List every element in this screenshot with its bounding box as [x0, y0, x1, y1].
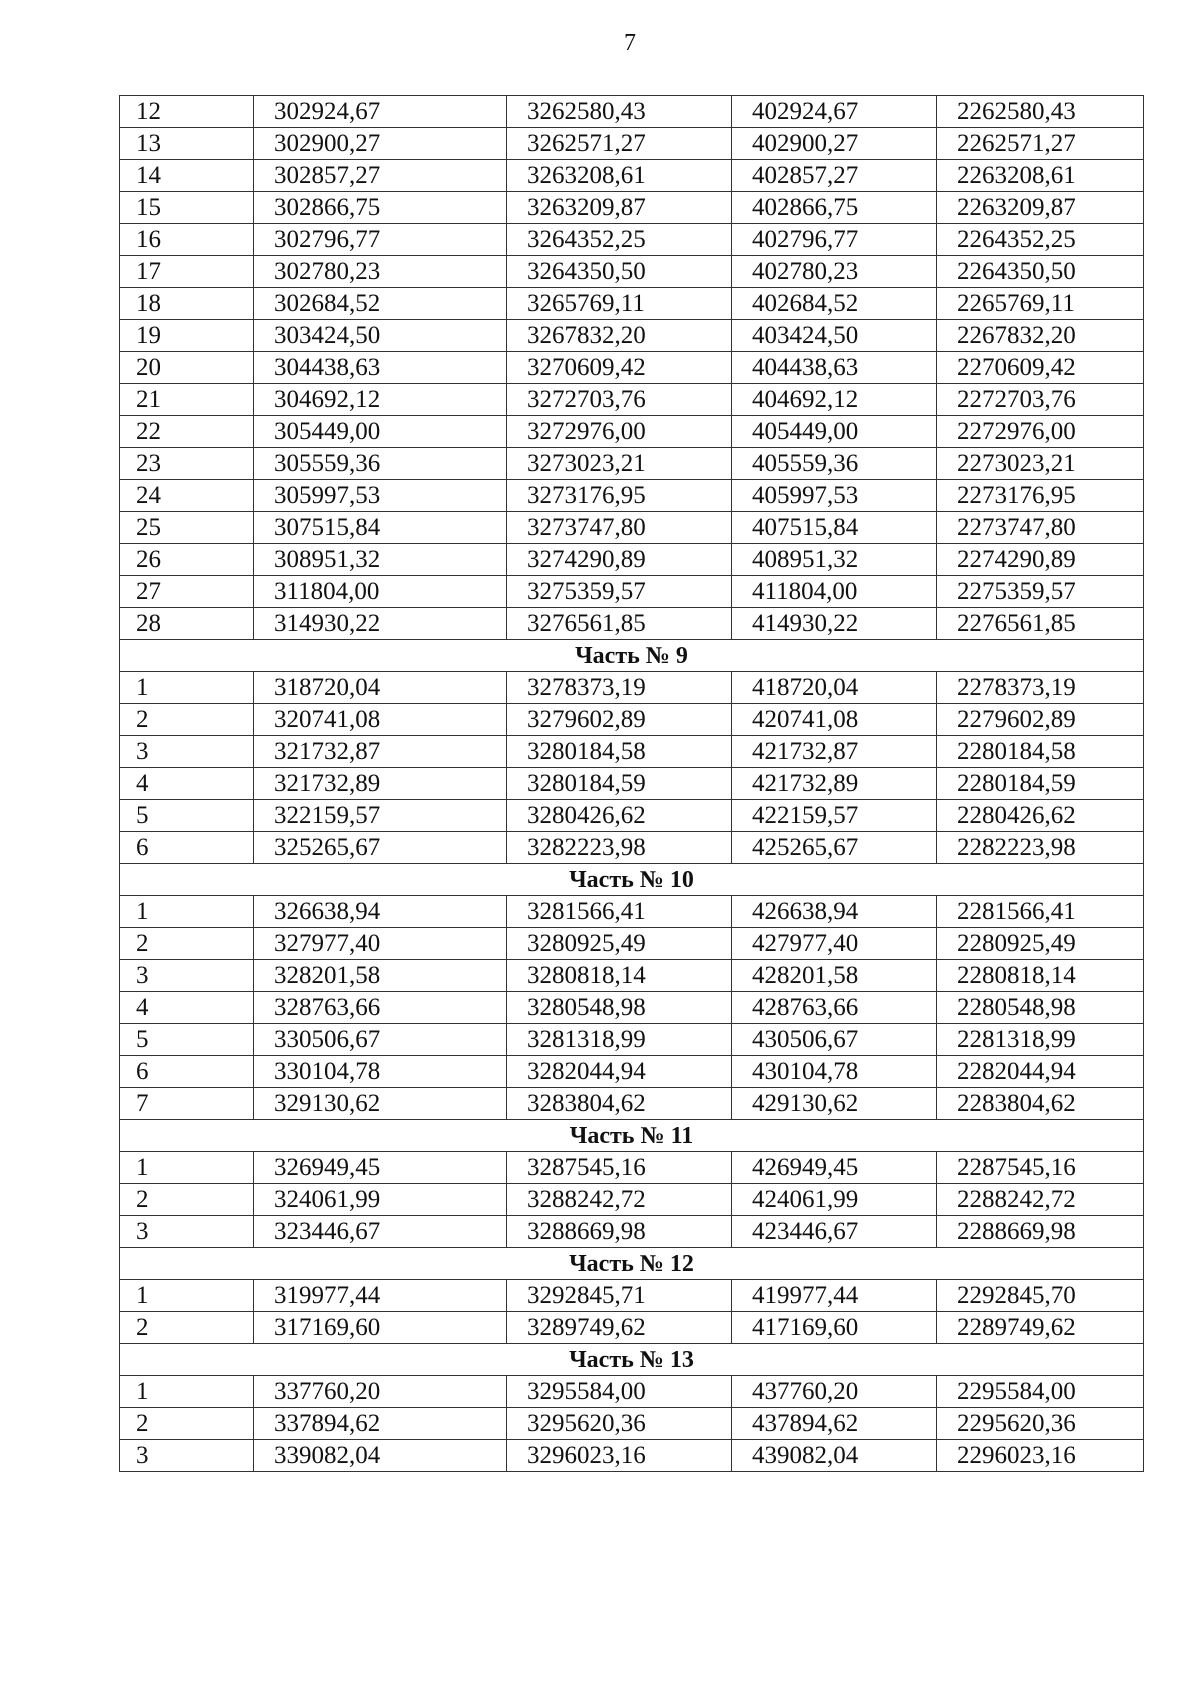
x-coordinate-alt-cell: 422159,57 — [732, 800, 937, 832]
y-coordinate-cell: 3263209,87 — [507, 192, 732, 224]
table-row — [120, 1184, 1144, 1216]
x-coordinate-alt-cell: 405997,53 — [732, 480, 937, 512]
y-coordinate-cell: 3295620,36 — [507, 1408, 732, 1440]
point-number-cell: 6 — [120, 832, 254, 864]
table-row — [120, 928, 1144, 960]
point-number-cell: 15 — [120, 192, 254, 224]
x-coordinate-alt-cell: 423446,67 — [732, 1216, 937, 1248]
section-header-row — [120, 1120, 1144, 1152]
y-coordinate-alt-cell: 2283804,62 — [937, 1088, 1144, 1120]
table-row — [120, 256, 1144, 288]
x-coordinate-alt-cell: 420741,08 — [732, 704, 937, 736]
x-coordinate-alt-cell: 427977,40 — [732, 928, 937, 960]
table-row — [120, 1152, 1144, 1184]
x-coordinate-cell: 319977,44 — [254, 1280, 507, 1312]
x-coordinate-cell: 302924,67 — [254, 96, 507, 128]
y-coordinate-alt-cell: 2289749,62 — [937, 1312, 1144, 1344]
y-coordinate-alt-cell: 2270609,42 — [937, 352, 1144, 384]
x-coordinate-cell: 302900,27 — [254, 128, 507, 160]
y-coordinate-cell: 3296023,16 — [507, 1440, 732, 1472]
x-coordinate-alt-cell: 430506,67 — [732, 1024, 937, 1056]
point-number-cell: 22 — [120, 416, 254, 448]
y-coordinate-alt-cell: 2280184,59 — [937, 768, 1144, 800]
x-coordinate-cell: 304692,12 — [254, 384, 507, 416]
coordinates-table — [119, 95, 1144, 1472]
point-number-cell: 3 — [120, 1440, 254, 1472]
point-number-cell: 7 — [120, 1088, 254, 1120]
table-row — [120, 448, 1144, 480]
y-coordinate-cell: 3288669,98 — [507, 1216, 732, 1248]
point-number-cell: 21 — [120, 384, 254, 416]
y-coordinate-cell: 3273023,21 — [507, 448, 732, 480]
section-title: Часть № 10 — [120, 864, 1144, 896]
y-coordinate-cell: 3276561,85 — [507, 608, 732, 640]
x-coordinate-cell: 325265,67 — [254, 832, 507, 864]
x-coordinate-alt-cell: 426949,45 — [732, 1152, 937, 1184]
point-number-cell: 1 — [120, 896, 254, 928]
y-coordinate-alt-cell: 2272703,76 — [937, 384, 1144, 416]
y-coordinate-alt-cell: 2288669,98 — [937, 1216, 1144, 1248]
table-row — [120, 768, 1144, 800]
y-coordinate-alt-cell: 2264352,25 — [937, 224, 1144, 256]
section-title: Часть № 9 — [120, 640, 1144, 672]
point-number-cell: 2 — [120, 704, 254, 736]
y-coordinate-alt-cell: 2278373,19 — [937, 672, 1144, 704]
table-row — [120, 1408, 1144, 1440]
table-row — [120, 1088, 1144, 1120]
y-coordinate-cell: 3262571,27 — [507, 128, 732, 160]
y-coordinate-alt-cell: 2262571,27 — [937, 128, 1144, 160]
x-coordinate-alt-cell: 417169,60 — [732, 1312, 937, 1344]
point-number-cell: 5 — [120, 1024, 254, 1056]
y-coordinate-alt-cell: 2273023,21 — [937, 448, 1144, 480]
x-coordinate-cell: 303424,50 — [254, 320, 507, 352]
y-coordinate-alt-cell: 2288242,72 — [937, 1184, 1144, 1216]
y-coordinate-alt-cell: 2280925,49 — [937, 928, 1144, 960]
table-row — [120, 96, 1144, 128]
x-coordinate-cell: 327977,40 — [254, 928, 507, 960]
table-row — [120, 512, 1144, 544]
point-number-cell: 17 — [120, 256, 254, 288]
section-header-row — [120, 640, 1144, 672]
y-coordinate-cell: 3280184,59 — [507, 768, 732, 800]
y-coordinate-alt-cell: 2296023,16 — [937, 1440, 1144, 1472]
x-coordinate-alt-cell: 419977,44 — [732, 1280, 937, 1312]
point-number-cell: 16 — [120, 224, 254, 256]
x-coordinate-alt-cell: 426638,94 — [732, 896, 937, 928]
y-coordinate-cell: 3272703,76 — [507, 384, 732, 416]
y-coordinate-alt-cell: 2292845,70 — [937, 1280, 1144, 1312]
y-coordinate-cell: 3280818,14 — [507, 960, 732, 992]
y-coordinate-alt-cell: 2295584,00 — [937, 1376, 1144, 1408]
section-header-row — [120, 1248, 1144, 1280]
y-coordinate-alt-cell: 2274290,89 — [937, 544, 1144, 576]
table-row — [120, 224, 1144, 256]
table-row — [120, 416, 1144, 448]
y-coordinate-cell: 3288242,72 — [507, 1184, 732, 1216]
point-number-cell: 2 — [120, 928, 254, 960]
y-coordinate-cell: 3263208,61 — [507, 160, 732, 192]
x-coordinate-cell: 326638,94 — [254, 896, 507, 928]
point-number-cell: 27 — [120, 576, 254, 608]
point-number-cell: 1 — [120, 1376, 254, 1408]
table-row — [120, 576, 1144, 608]
table-row — [120, 1312, 1144, 1344]
y-coordinate-alt-cell: 2279602,89 — [937, 704, 1144, 736]
x-coordinate-cell: 302684,52 — [254, 288, 507, 320]
section-title: Часть № 12 — [120, 1248, 1144, 1280]
x-coordinate-cell: 304438,63 — [254, 352, 507, 384]
table-row — [120, 1280, 1144, 1312]
y-coordinate-cell: 3270609,42 — [507, 352, 732, 384]
x-coordinate-alt-cell: 437760,20 — [732, 1376, 937, 1408]
y-coordinate-cell: 3281566,41 — [507, 896, 732, 928]
point-number-cell: 2 — [120, 1184, 254, 1216]
point-number-cell: 20 — [120, 352, 254, 384]
y-coordinate-alt-cell: 2273176,95 — [937, 480, 1144, 512]
table-row — [120, 672, 1144, 704]
y-coordinate-alt-cell: 2280818,14 — [937, 960, 1144, 992]
table-row — [120, 288, 1144, 320]
x-coordinate-cell: 337760,20 — [254, 1376, 507, 1408]
x-coordinate-cell: 323446,67 — [254, 1216, 507, 1248]
x-coordinate-alt-cell: 405449,00 — [732, 416, 937, 448]
x-coordinate-alt-cell: 404438,63 — [732, 352, 937, 384]
x-coordinate-cell: 321732,89 — [254, 768, 507, 800]
point-number-cell: 23 — [120, 448, 254, 480]
x-coordinate-alt-cell: 424061,99 — [732, 1184, 937, 1216]
table-row — [120, 992, 1144, 1024]
table-row — [120, 704, 1144, 736]
y-coordinate-cell: 3281318,99 — [507, 1024, 732, 1056]
point-number-cell: 12 — [120, 96, 254, 128]
x-coordinate-cell: 324061,99 — [254, 1184, 507, 1216]
y-coordinate-alt-cell: 2265769,11 — [937, 288, 1144, 320]
y-coordinate-alt-cell: 2276561,85 — [937, 608, 1144, 640]
table-row — [120, 544, 1144, 576]
point-number-cell: 1 — [120, 1280, 254, 1312]
x-coordinate-cell: 320741,08 — [254, 704, 507, 736]
table-row — [120, 384, 1144, 416]
y-coordinate-alt-cell: 2275359,57 — [937, 576, 1144, 608]
point-number-cell: 26 — [120, 544, 254, 576]
y-coordinate-alt-cell: 2281318,99 — [937, 1024, 1144, 1056]
y-coordinate-alt-cell: 2263209,87 — [937, 192, 1144, 224]
x-coordinate-cell: 321732,87 — [254, 736, 507, 768]
table-row — [120, 128, 1144, 160]
x-coordinate-cell: 305449,00 — [254, 416, 507, 448]
point-number-cell: 28 — [120, 608, 254, 640]
table-row — [120, 608, 1144, 640]
x-coordinate-alt-cell: 429130,62 — [732, 1088, 937, 1120]
x-coordinate-alt-cell: 403424,50 — [732, 320, 937, 352]
point-number-cell: 2 — [120, 1312, 254, 1344]
x-coordinate-cell: 305997,53 — [254, 480, 507, 512]
table-row — [120, 1024, 1144, 1056]
y-coordinate-alt-cell: 2273747,80 — [937, 512, 1144, 544]
x-coordinate-alt-cell: 425265,67 — [732, 832, 937, 864]
y-coordinate-cell: 3280184,58 — [507, 736, 732, 768]
x-coordinate-cell: 337894,62 — [254, 1408, 507, 1440]
x-coordinate-alt-cell: 402780,23 — [732, 256, 937, 288]
point-number-cell: 13 — [120, 128, 254, 160]
x-coordinate-alt-cell: 414930,22 — [732, 608, 937, 640]
x-coordinate-cell: 314930,22 — [254, 608, 507, 640]
y-coordinate-cell: 3264352,25 — [507, 224, 732, 256]
point-number-cell: 5 — [120, 800, 254, 832]
section-title: Часть № 13 — [120, 1344, 1144, 1376]
point-number-cell: 18 — [120, 288, 254, 320]
table-row — [120, 192, 1144, 224]
table-row — [120, 320, 1144, 352]
section-title: Часть № 11 — [120, 1120, 1144, 1152]
y-coordinate-cell: 3287545,16 — [507, 1152, 732, 1184]
point-number-cell: 14 — [120, 160, 254, 192]
y-coordinate-alt-cell: 2280426,62 — [937, 800, 1144, 832]
table-row — [120, 1216, 1144, 1248]
y-coordinate-cell: 3274290,89 — [507, 544, 732, 576]
y-coordinate-cell: 3278373,19 — [507, 672, 732, 704]
point-number-cell: 1 — [120, 1152, 254, 1184]
table-row — [120, 736, 1144, 768]
table-row — [120, 960, 1144, 992]
x-coordinate-cell: 305559,36 — [254, 448, 507, 480]
y-coordinate-alt-cell: 2282044,94 — [937, 1056, 1144, 1088]
x-coordinate-cell: 302796,77 — [254, 224, 507, 256]
x-coordinate-cell: 339082,04 — [254, 1440, 507, 1472]
y-coordinate-alt-cell: 2262580,43 — [937, 96, 1144, 128]
y-coordinate-alt-cell: 2263208,61 — [937, 160, 1144, 192]
x-coordinate-alt-cell: 428201,58 — [732, 960, 937, 992]
x-coordinate-cell: 322159,57 — [254, 800, 507, 832]
y-coordinate-alt-cell: 2264350,50 — [937, 256, 1144, 288]
x-coordinate-alt-cell: 428763,66 — [732, 992, 937, 1024]
point-number-cell: 1 — [120, 672, 254, 704]
x-coordinate-alt-cell: 407515,84 — [732, 512, 937, 544]
table-row — [120, 832, 1144, 864]
x-coordinate-alt-cell: 402796,77 — [732, 224, 937, 256]
x-coordinate-alt-cell: 402866,75 — [732, 192, 937, 224]
x-coordinate-cell: 326949,45 — [254, 1152, 507, 1184]
y-coordinate-cell: 3267832,20 — [507, 320, 732, 352]
point-number-cell: 6 — [120, 1056, 254, 1088]
table-row — [120, 1376, 1144, 1408]
y-coordinate-alt-cell: 2272976,00 — [937, 416, 1144, 448]
y-coordinate-cell: 3272976,00 — [507, 416, 732, 448]
x-coordinate-alt-cell: 421732,87 — [732, 736, 937, 768]
table-row — [120, 1440, 1144, 1472]
table-row — [120, 896, 1144, 928]
y-coordinate-alt-cell: 2281566,41 — [937, 896, 1144, 928]
point-number-cell: 25 — [120, 512, 254, 544]
page-number: 7 — [624, 30, 636, 56]
y-coordinate-alt-cell: 2280184,58 — [937, 736, 1144, 768]
point-number-cell: 4 — [120, 768, 254, 800]
point-number-cell: 3 — [120, 1216, 254, 1248]
y-coordinate-cell: 3279602,89 — [507, 704, 732, 736]
x-coordinate-cell: 318720,04 — [254, 672, 507, 704]
y-coordinate-cell: 3275359,57 — [507, 576, 732, 608]
y-coordinate-alt-cell: 2267832,20 — [937, 320, 1144, 352]
x-coordinate-cell: 308951,32 — [254, 544, 507, 576]
x-coordinate-alt-cell: 408951,32 — [732, 544, 937, 576]
table-row — [120, 352, 1144, 384]
y-coordinate-cell: 3289749,62 — [507, 1312, 732, 1344]
x-coordinate-alt-cell: 430104,78 — [732, 1056, 937, 1088]
x-coordinate-alt-cell: 402900,27 — [732, 128, 937, 160]
x-coordinate-alt-cell: 411804,00 — [732, 576, 937, 608]
point-number-cell: 4 — [120, 992, 254, 1024]
x-coordinate-alt-cell: 402857,27 — [732, 160, 937, 192]
table-row — [120, 160, 1144, 192]
section-header-row — [120, 1344, 1144, 1376]
x-coordinate-cell: 302780,23 — [254, 256, 507, 288]
x-coordinate-alt-cell: 421732,89 — [732, 768, 937, 800]
x-coordinate-alt-cell: 418720,04 — [732, 672, 937, 704]
y-coordinate-cell: 3280925,49 — [507, 928, 732, 960]
x-coordinate-cell: 330104,78 — [254, 1056, 507, 1088]
x-coordinate-cell: 330506,67 — [254, 1024, 507, 1056]
y-coordinate-cell: 3282044,94 — [507, 1056, 732, 1088]
x-coordinate-cell: 328201,58 — [254, 960, 507, 992]
x-coordinate-cell: 302857,27 — [254, 160, 507, 192]
y-coordinate-cell: 3273176,95 — [507, 480, 732, 512]
y-coordinate-alt-cell: 2282223,98 — [937, 832, 1144, 864]
x-coordinate-alt-cell: 404692,12 — [732, 384, 937, 416]
y-coordinate-alt-cell: 2287545,16 — [937, 1152, 1144, 1184]
y-coordinate-cell: 3292845,71 — [507, 1280, 732, 1312]
x-coordinate-cell: 302866,75 — [254, 192, 507, 224]
x-coordinate-cell: 317169,60 — [254, 1312, 507, 1344]
y-coordinate-cell: 3295584,00 — [507, 1376, 732, 1408]
point-number-cell: 24 — [120, 480, 254, 512]
x-coordinate-cell: 329130,62 — [254, 1088, 507, 1120]
x-coordinate-cell: 311804,00 — [254, 576, 507, 608]
x-coordinate-alt-cell: 405559,36 — [732, 448, 937, 480]
y-coordinate-alt-cell: 2295620,36 — [937, 1408, 1144, 1440]
x-coordinate-cell: 328763,66 — [254, 992, 507, 1024]
y-coordinate-cell: 3280548,98 — [507, 992, 732, 1024]
point-number-cell: 3 — [120, 960, 254, 992]
coordinates-table-body — [120, 96, 1144, 1472]
y-coordinate-cell: 3283804,62 — [507, 1088, 732, 1120]
x-coordinate-alt-cell: 439082,04 — [732, 1440, 937, 1472]
y-coordinate-cell: 3273747,80 — [507, 512, 732, 544]
y-coordinate-alt-cell: 2280548,98 — [937, 992, 1144, 1024]
x-coordinate-alt-cell: 437894,62 — [732, 1408, 937, 1440]
y-coordinate-cell: 3282223,98 — [507, 832, 732, 864]
point-number-cell: 19 — [120, 320, 254, 352]
y-coordinate-cell: 3262580,43 — [507, 96, 732, 128]
y-coordinate-cell: 3280426,62 — [507, 800, 732, 832]
x-coordinate-cell: 307515,84 — [254, 512, 507, 544]
y-coordinate-cell: 3265769,11 — [507, 288, 732, 320]
point-number-cell: 3 — [120, 736, 254, 768]
x-coordinate-alt-cell: 402684,52 — [732, 288, 937, 320]
table-row — [120, 1056, 1144, 1088]
y-coordinate-cell: 3264350,50 — [507, 256, 732, 288]
point-number-cell: 2 — [120, 1408, 254, 1440]
table-row — [120, 480, 1144, 512]
section-header-row — [120, 864, 1144, 896]
x-coordinate-alt-cell: 402924,67 — [732, 96, 937, 128]
table-row — [120, 800, 1144, 832]
